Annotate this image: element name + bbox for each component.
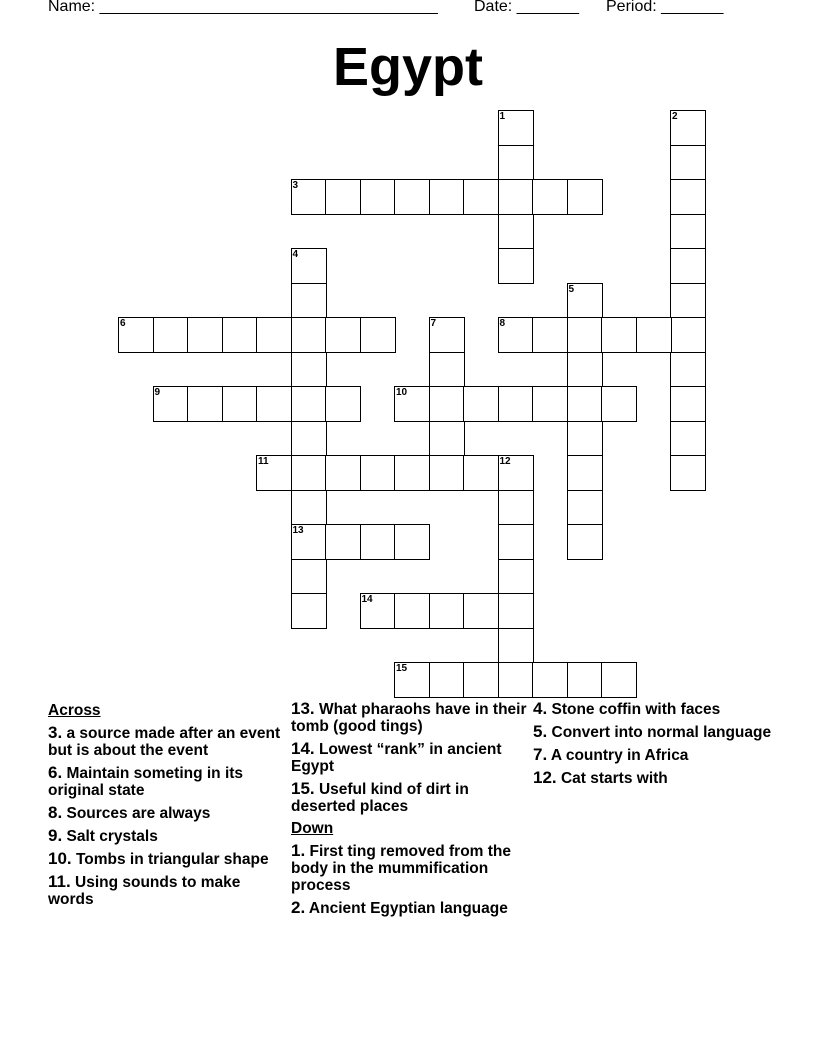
crossword-cell[interactable] bbox=[498, 214, 534, 250]
crossword-cell[interactable] bbox=[532, 179, 568, 215]
crossword-cell[interactable] bbox=[325, 179, 361, 215]
crossword-cell[interactable] bbox=[670, 455, 706, 491]
crossword-cell[interactable] bbox=[601, 317, 637, 353]
crossword-cell[interactable] bbox=[291, 421, 327, 457]
crossword-cell[interactable] bbox=[498, 455, 534, 491]
crossword-cell[interactable] bbox=[463, 455, 499, 491]
clue-down-12 bbox=[533, 769, 773, 787]
clue-number: 14. bbox=[291, 739, 315, 758]
clue-number-label: 10 bbox=[396, 387, 408, 398]
crossword-cell[interactable] bbox=[291, 283, 327, 319]
crossword-cell[interactable] bbox=[498, 628, 534, 664]
clue-number-label: 12 bbox=[499, 456, 511, 467]
clue-across-13 bbox=[291, 700, 529, 735]
crossword-cell[interactable] bbox=[601, 662, 637, 698]
clue-number: 13. bbox=[291, 699, 315, 718]
crossword-cell[interactable] bbox=[670, 179, 706, 215]
crossword-cell[interactable] bbox=[360, 455, 396, 491]
crossword-cell[interactable] bbox=[291, 386, 327, 422]
clue-number-label: 11 bbox=[258, 456, 269, 467]
clue-number: 8. bbox=[48, 803, 63, 822]
clue-text: Salt crystals bbox=[66, 828, 158, 845]
crossword-cell[interactable] bbox=[291, 179, 327, 215]
crossword-cell[interactable] bbox=[567, 386, 603, 422]
clue-across-6 bbox=[48, 764, 286, 799]
crossword-cell[interactable] bbox=[498, 317, 534, 353]
crossword-cell[interactable] bbox=[670, 386, 706, 422]
crossword-cell[interactable] bbox=[325, 386, 361, 422]
crossword-cell[interactable] bbox=[360, 524, 396, 560]
crossword-cell[interactable] bbox=[153, 386, 189, 422]
crossword-cell[interactable] bbox=[256, 317, 292, 353]
crossword-cell[interactable] bbox=[463, 593, 499, 629]
crossword-cell[interactable] bbox=[670, 214, 706, 250]
clue-number-label: 1 bbox=[499, 111, 506, 122]
crossword-cell[interactable] bbox=[463, 662, 499, 698]
crossword-cell[interactable] bbox=[291, 248, 327, 284]
crossword-cell[interactable] bbox=[498, 386, 534, 422]
clue-number: 1. bbox=[291, 841, 306, 860]
crossword-cell[interactable] bbox=[291, 524, 327, 560]
clue-across-14 bbox=[291, 740, 529, 775]
crossword-cell[interactable] bbox=[532, 317, 568, 353]
down-heading: Down bbox=[291, 820, 334, 837]
clue-number: 15. bbox=[291, 779, 315, 798]
clue-number: 3. bbox=[48, 723, 63, 742]
clue-number-label: 4 bbox=[292, 249, 299, 260]
page-title: Egypt bbox=[332, 37, 483, 97]
crossword-cell[interactable] bbox=[360, 179, 396, 215]
crossword-cell[interactable] bbox=[429, 593, 465, 629]
crossword-cell[interactable] bbox=[291, 593, 327, 629]
crossword-cell[interactable] bbox=[394, 179, 430, 215]
clue-text: First ting removed from the body in the mummification process bbox=[291, 843, 512, 894]
clue-column-2 bbox=[291, 700, 529, 922]
crossword-cell[interactable] bbox=[463, 386, 499, 422]
clue-down-5 bbox=[533, 723, 773, 741]
crossword-cell[interactable] bbox=[429, 662, 465, 698]
crossword-cell[interactable] bbox=[670, 421, 706, 457]
crossword-cell[interactable] bbox=[498, 662, 534, 698]
clue-across-15 bbox=[291, 780, 529, 815]
period-field-label: Period: _______ bbox=[606, 0, 724, 15]
crossword-cell[interactable] bbox=[498, 559, 534, 595]
clue-number: 2. bbox=[291, 898, 306, 917]
clue-number-label: 14 bbox=[361, 594, 373, 605]
clue-number: 5. bbox=[533, 722, 548, 741]
crossword-cell[interactable] bbox=[222, 386, 258, 422]
clue-number: 11. bbox=[48, 872, 71, 891]
crossword-cell[interactable] bbox=[567, 317, 603, 353]
crossword-cell[interactable] bbox=[463, 179, 499, 215]
clue-number: 10. bbox=[48, 849, 72, 868]
clue-text: A country in Africa bbox=[550, 747, 689, 764]
clue-text: Stone coffin with faces bbox=[551, 701, 721, 718]
clue-text: Ancient Egyptian language bbox=[308, 900, 508, 917]
crossword-cell[interactable] bbox=[325, 524, 361, 560]
clue-across-8 bbox=[48, 804, 286, 822]
crossword-cell[interactable] bbox=[325, 317, 361, 353]
crossword-cell[interactable] bbox=[187, 317, 223, 353]
crossword-cell[interactable] bbox=[118, 317, 154, 353]
crossword-cell[interactable] bbox=[360, 317, 396, 353]
crossword-cell[interactable] bbox=[532, 662, 568, 698]
crossword-cell[interactable] bbox=[498, 524, 534, 560]
clue-text: Convert into normal language bbox=[551, 724, 772, 741]
clue-across-9 bbox=[48, 827, 286, 845]
crossword-cell[interactable] bbox=[291, 559, 327, 595]
crossword-cell[interactable] bbox=[498, 490, 534, 526]
clue-text: What pharaohs have in their tomb (good tings) bbox=[291, 701, 527, 735]
crossword-cell[interactable] bbox=[670, 110, 706, 146]
clue-text: Cat starts with bbox=[560, 770, 668, 787]
clue-number: 7. bbox=[533, 745, 548, 764]
crossword-cell[interactable] bbox=[601, 386, 637, 422]
crossword-cell[interactable] bbox=[636, 317, 672, 353]
crossword-cell[interactable] bbox=[670, 283, 706, 319]
crossword-cell[interactable] bbox=[394, 386, 430, 422]
clue-number-label: 13 bbox=[292, 525, 304, 536]
clue-text: Useful kind of dirt in deserted places bbox=[291, 781, 469, 815]
name-field-label: Name: ______________________________________ bbox=[48, 0, 438, 15]
clue-number-label: 9 bbox=[154, 387, 161, 398]
crossword-cell[interactable] bbox=[325, 455, 361, 491]
crossword-cell[interactable] bbox=[291, 317, 327, 353]
crossword-cell[interactable] bbox=[670, 145, 706, 181]
crossword-cell[interactable] bbox=[394, 524, 430, 560]
crossword-cell[interactable] bbox=[394, 455, 430, 491]
clue-number: 6. bbox=[48, 763, 63, 782]
clue-column-1 bbox=[48, 700, 286, 913]
date-field-label: Date: _______ bbox=[474, 0, 579, 15]
crossword-cell[interactable] bbox=[429, 179, 465, 215]
crossword-cell[interactable] bbox=[222, 317, 258, 353]
clue-text: Lowest “rank” in ancient Egypt bbox=[291, 741, 502, 775]
clue-across-10 bbox=[48, 850, 286, 868]
crossword-cell[interactable] bbox=[567, 524, 603, 560]
crossword-cell[interactable] bbox=[429, 317, 465, 353]
crossword-cell[interactable] bbox=[256, 455, 292, 491]
crossword-cell[interactable] bbox=[498, 179, 534, 215]
clue-down-7 bbox=[533, 746, 773, 764]
clue-text: a source made after an event but is about the event bbox=[48, 725, 281, 759]
crossword-cell[interactable] bbox=[291, 490, 327, 526]
crossword-cell[interactable] bbox=[394, 593, 430, 629]
clue-number-label: 2 bbox=[672, 111, 678, 122]
crossword-cell[interactable] bbox=[567, 421, 603, 457]
clue-number: 9. bbox=[48, 826, 63, 845]
clue-text: Tombs in triangular shape bbox=[75, 851, 269, 868]
crossword-cell[interactable] bbox=[256, 386, 292, 422]
crossword-cell[interactable] bbox=[670, 352, 706, 388]
crossword-cell[interactable] bbox=[394, 662, 430, 698]
crossword-cell[interactable] bbox=[153, 317, 189, 353]
clue-text: Using sounds to make words bbox=[48, 874, 241, 908]
clue-number-label: 8 bbox=[499, 318, 506, 329]
clue-text: Maintain someting in its original state bbox=[48, 765, 244, 799]
crossword-cell[interactable] bbox=[567, 490, 603, 526]
clue-down-4 bbox=[533, 700, 773, 718]
crossword-cell[interactable] bbox=[567, 662, 603, 698]
clue-number-label: 5 bbox=[568, 283, 575, 295]
crossword-cell[interactable] bbox=[532, 386, 568, 422]
clue-number: 12. bbox=[533, 768, 557, 787]
clue-across-11 bbox=[48, 873, 286, 908]
crossword-cell[interactable] bbox=[187, 386, 223, 422]
crossword-cell[interactable] bbox=[567, 283, 603, 319]
clue-number-label: 15 bbox=[396, 663, 408, 674]
clue-text: Sources are always bbox=[66, 805, 211, 822]
crossword-cell[interactable] bbox=[498, 593, 534, 629]
crossword-cell[interactable] bbox=[567, 179, 603, 215]
crossword-cell[interactable] bbox=[670, 248, 706, 284]
clue-down-1 bbox=[291, 842, 529, 894]
crossword-cell[interactable] bbox=[498, 248, 534, 284]
clue-number-label: 6 bbox=[120, 318, 126, 329]
across-heading: Across bbox=[48, 702, 101, 719]
crossword-cell[interactable] bbox=[291, 455, 327, 491]
crossword-cell[interactable] bbox=[429, 455, 465, 491]
crossword-cell[interactable] bbox=[429, 421, 465, 457]
clue-number-label: 7 bbox=[430, 318, 437, 329]
crossword-cell[interactable] bbox=[567, 352, 603, 388]
crossword-cell[interactable] bbox=[291, 352, 327, 388]
crossword-cell[interactable] bbox=[498, 145, 534, 181]
clue-across-3 bbox=[48, 724, 286, 759]
crossword-cell[interactable] bbox=[360, 593, 396, 629]
clue-column-3 bbox=[533, 700, 773, 792]
clue-number: 4. bbox=[533, 699, 548, 718]
crossword-cell[interactable] bbox=[429, 352, 465, 388]
crossword-cell[interactable] bbox=[670, 317, 706, 353]
clue-number-label: 3 bbox=[292, 180, 299, 191]
clue-down-2 bbox=[291, 899, 529, 917]
crossword-cell[interactable] bbox=[498, 110, 534, 146]
crossword-cell[interactable] bbox=[567, 455, 603, 491]
crossword-cell[interactable] bbox=[429, 386, 465, 422]
